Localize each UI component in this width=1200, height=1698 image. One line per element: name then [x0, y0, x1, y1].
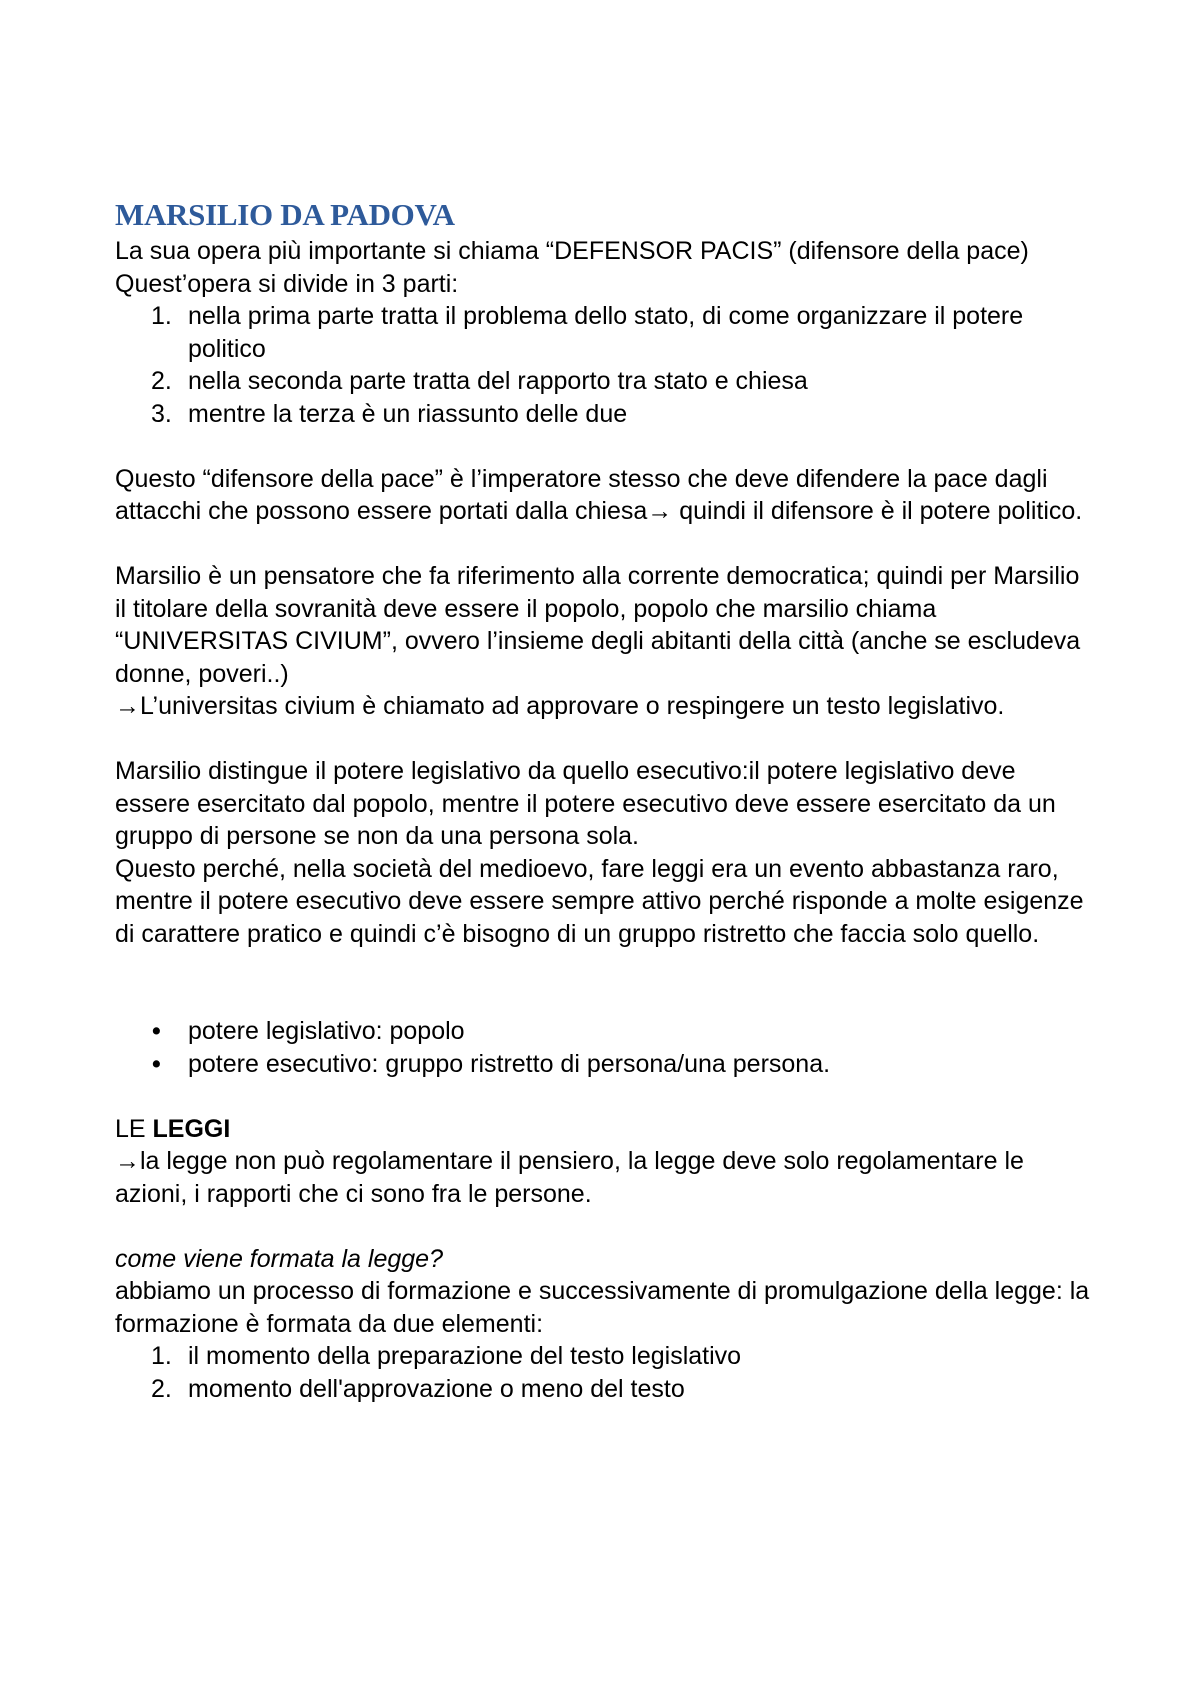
list-item	[115, 1373, 1095, 1406]
list-item	[115, 1340, 1095, 1373]
perche-paragraph: Questo perché, nella società del medioevo, fare leggi era un evento abbastanza raro, mentre il potere esecutivo deve essere sempre attivo perché risponde a molte esigenze di carattere pratico e quindi c’è bisogno di un gruppo ristretto che faccia solo quello.	[115, 854, 1084, 948]
section-heading-prefix: LE	[115, 1114, 153, 1143]
parts-list	[115, 300, 1095, 430]
spacer	[115, 1080, 1095, 1113]
page-title: MARSILIO DA PADOVA	[115, 197, 455, 232]
steps-list	[115, 1340, 1095, 1405]
bullet-icon: •	[152, 1049, 161, 1078]
list-item-text: nella prima parte tratta il problema dello stato, di come organizzare il potere politico	[188, 302, 1024, 363]
spacer	[115, 723, 1095, 756]
document-page	[115, 195, 1095, 1405]
poteri-bullet-list	[115, 1015, 1095, 1080]
list-number: 1.	[151, 1342, 172, 1370]
list-number: 1.	[151, 302, 172, 330]
list-item	[115, 398, 1095, 431]
list-item-text: potere legislativo: popolo	[188, 1017, 465, 1045]
list-item	[115, 1015, 1095, 1048]
democratica-paragraph: Marsilio è un pensatore che fa riferimento alla corrente democratica; quindi per Marsilio il titolare della sovranità deve essere il popolo, popolo che marsilio chiama “UNIVERSITAS CIVIUM”, ovvero l’insieme degli abitanti della città (anche se escludeva donne, poveri..)	[115, 562, 1081, 688]
list-item-text: nella seconda parte tratta del rapporto tra stato e chiesa	[188, 367, 808, 395]
list-item	[115, 1048, 1095, 1081]
question-heading: come viene formata la legge?	[115, 1244, 443, 1273]
list-number: 2.	[151, 367, 172, 395]
section-heading-leggi	[115, 1113, 1095, 1146]
list-item-text: momento dell'approvazione o meno del testo	[188, 1374, 685, 1403]
intro-paragraph: La sua opera più importante si chiama “DEFENSOR PACIS” (difensore della pace)	[115, 237, 1029, 265]
list-item-text: il momento della preparazione del testo legislativo	[188, 1342, 742, 1370]
spacer	[115, 528, 1095, 561]
list-item	[115, 365, 1095, 398]
spacer	[115, 430, 1095, 463]
formazione-paragraph: abbiamo un processo di formazione e successivamente di promulgazione della legge: la formazione è formata da due elementi:	[115, 1277, 1090, 1338]
spacer	[115, 950, 1095, 1015]
spacer	[115, 1210, 1095, 1243]
section-heading-bold: LEGGI	[152, 1114, 231, 1143]
intro-parts-line: Quest’opera si divide in 3 parti:	[115, 269, 459, 298]
list-item-text: potere esecutivo: gruppo ristretto di persona/una persona.	[188, 1049, 831, 1078]
bullet-icon: •	[152, 1017, 161, 1045]
list-item	[115, 300, 1095, 365]
list-number: 2.	[151, 1374, 172, 1403]
list-item-text: mentre la terza è un riassunto delle due	[188, 399, 628, 428]
poteri-paragraph: Marsilio distingue il potere legislativo da quello esecutivo:il potere legislativo deve essere esercitato dal popolo, mentre il potere esecutivo deve essere esercitato da un gruppo di persone se non da una persona sola.	[115, 757, 1056, 850]
list-number: 3.	[151, 399, 172, 428]
defensor-paragraph: Questo “difensore della pace” è l’imperatore stesso che deve difendere la pace dagli attacchi che possono essere portati dalla chiesa→ quindi il difensore è il potere politico.	[115, 464, 1083, 525]
universitas-paragraph: →L’universitas civium è chiamato ad approvare o respingere un testo legislativo.	[115, 692, 1005, 720]
leggi-paragraph: →la legge non può regolamentare il pensiero, la legge deve solo regolamentare le azioni, i rapporti che ci sono fra le persone.	[115, 1147, 1024, 1208]
